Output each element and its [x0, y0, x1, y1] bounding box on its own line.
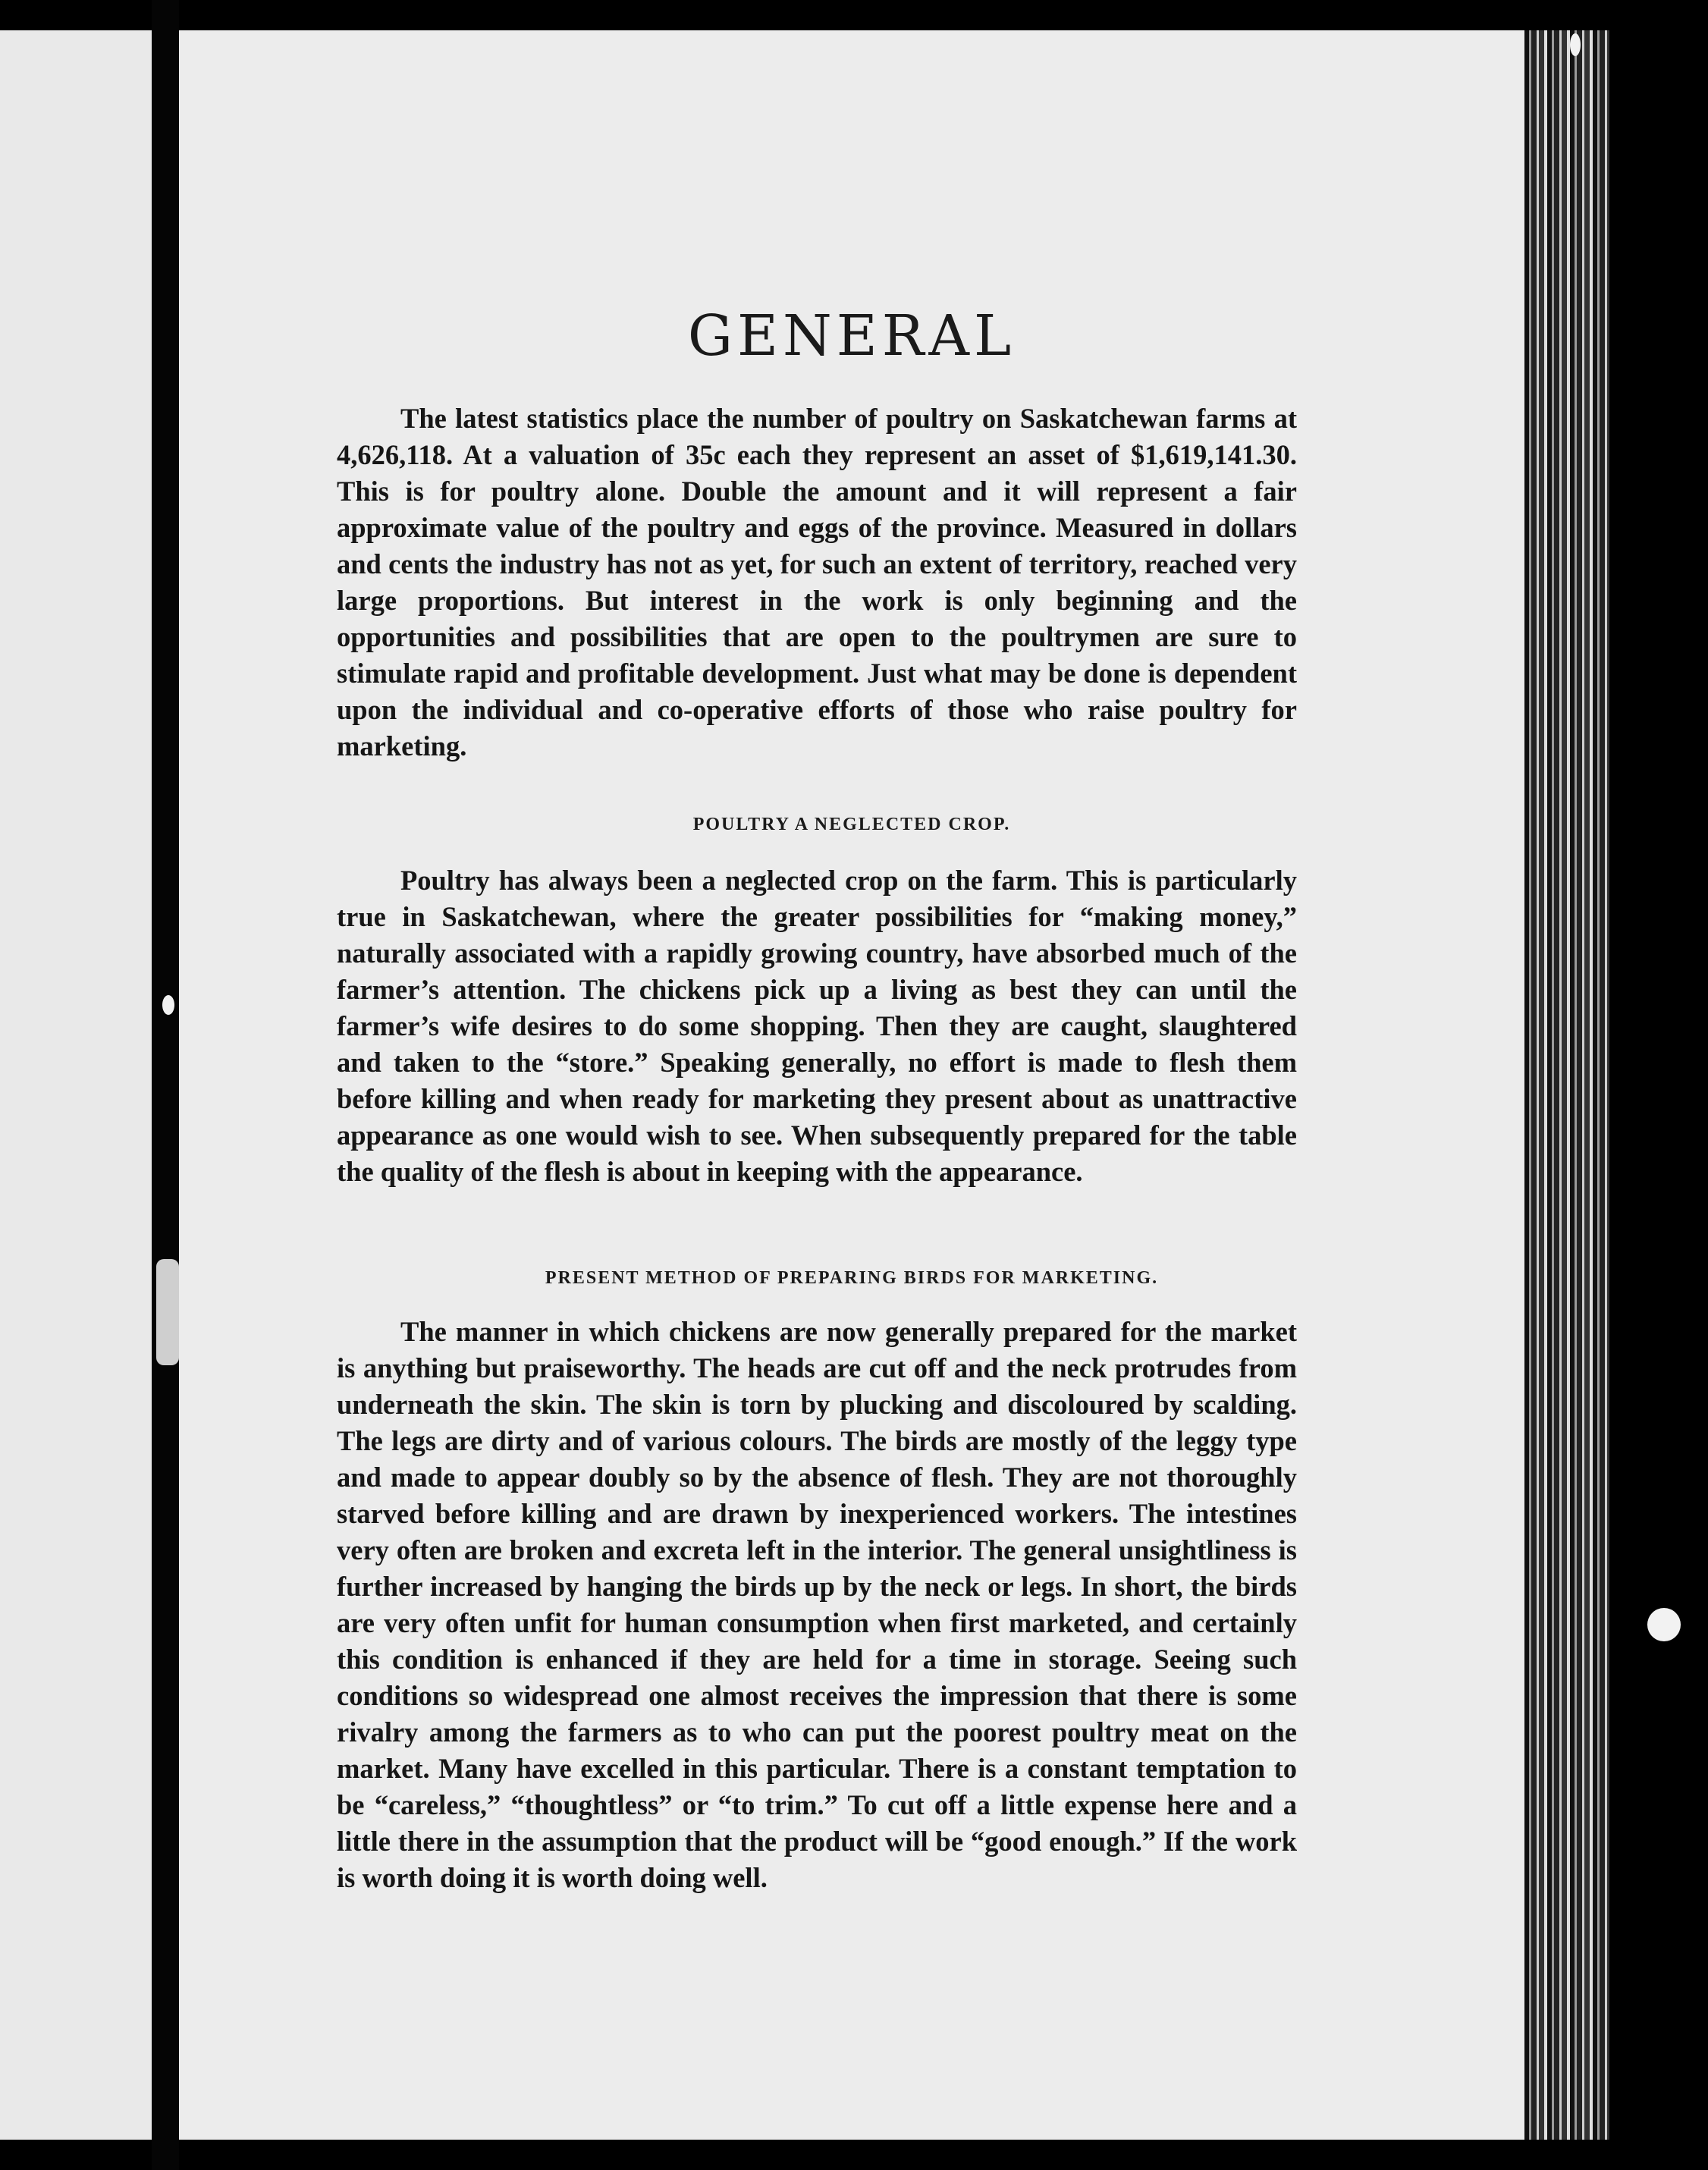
- section-heading-present-method: PRESENT METHOD OF PREPARING BIRDS FOR MARKETING.: [545, 1268, 1159, 1288]
- page-title: GENERAL: [687, 303, 1016, 369]
- scan-speck: [1570, 33, 1581, 56]
- paragraph-present-method: The manner in which chickens are now generally prepared for the market is anything but praiseworthy. The heads are cut off and the neck protrudes from underneath the skin. The skin is torn by plucking and discoloured by scalding. The legs are dirty and of various colours. The birds are mostly of the leggy type and made to appear doubly so by the absence of flesh. They are not thoroughly starved before killing and are drawn by inexperienced workers. The intestines very often are broken and excreta left in the interior. The general unsightliness is further increased by hanging the birds up by the neck or legs. In short, the birds are very often unfit for human consumption when first marketed, and certainly this condition is enhanced if they are held for a time in storage. Seeing such conditions so widespread one almost receives the impression that there is some rivalry among the farmers as to who can put the poorest poultry meat on the market. Many have excelled in this particular. There is a constant temptation to be “careless,” “thoughtless” or “to trim.” To cut off a little expense here and a little there in the assumption that the product will be “good enough.” If the work is worth doing it is worth doing well.: [337, 1316, 1297, 1893]
- book-spine-gutter: [152, 0, 179, 2170]
- stacked-page-edges: [1524, 30, 1609, 2140]
- scan-speck: [1647, 1608, 1681, 1641]
- scan-speck: [156, 1259, 179, 1365]
- previous-page-edge: [0, 30, 152, 2140]
- paragraph-neglected-crop: Poultry has always been a neglected crop on the farm. This is particularly true in Saskatchewan, where the greater possibilities for “making money,” naturally associated with a rapidly growing country, have absorbed much of the farmer’s attention. The chickens pick up a living as best they can until the farmer’s wife desires to do some shopping. Then they are caught, slaughtered and taken to the “store.” Speaking generally, no effort is made to flesh them before killing and when ready for marketing they present about as unattractive appearance as one would wish to see. When subsequently prepared for the table the quality of the flesh is about in keeping with the appearance.: [337, 865, 1297, 1187]
- scan-speck: [162, 995, 174, 1015]
- section-heading-neglected-crop: POULTRY A NEGLECTED CROP.: [692, 815, 1011, 834]
- paragraph-statistics: The latest statistics place the number of poultry on Saskatchewan farms at 4,626,118. At a valuation of 35c each they represent an asset of $1,619,141.30. This is for poultry alone. Double the amount and it will represent a fair approximate value of the poultry and eggs of the province. Measured in dollars and cents the industry has not as yet, for such an extent of territory, reached very large proportions. But interest in the work is only beginning and the opportunities and possibilities that are open to the poultrymen are sure to stimulate rapid and profitable development. Just what may be done is dependent upon the individual and co-operative efforts of those who raise poultry for marketing.: [337, 403, 1297, 762]
